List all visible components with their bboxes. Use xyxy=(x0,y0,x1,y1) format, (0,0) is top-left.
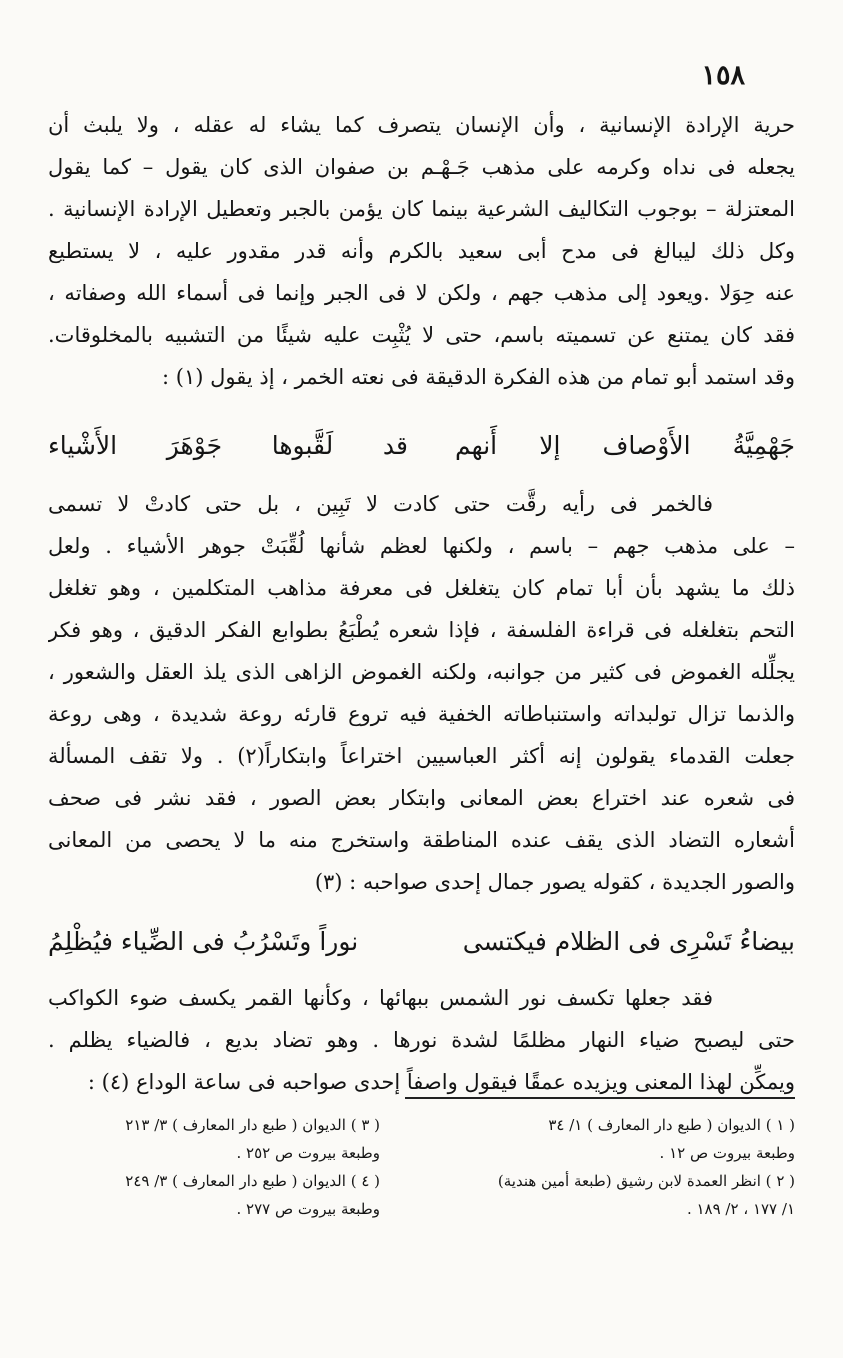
footnote-separator xyxy=(405,1097,795,1099)
text-line: ويمكِّن لهذا المعنى ويزيده عمقًا فيقول واصفاً إحدى صواحبه فى ساعة الوداع (٤) : xyxy=(87,1070,795,1094)
footnote-4-line-2: وطبعة بيروت ص ٢٧٧ . xyxy=(236,1200,380,1218)
text-line: وقد استمد أبو تمام من هذه الفكرة الدقيقة فى نعته الخمر ، إذ يقول (١) : xyxy=(162,365,795,389)
text-line: المعتزلة – بوجوب التكاليف الشرعية بينما كان يؤمن بالجبر وتعطيل الإرادة الإنسانية . xyxy=(48,197,795,221)
text-line: فقد كان يمتنع عن تسميته باسم، حتى لا يُثْبِت عليه شيئًا من التشبيه بالمخلوقات. xyxy=(48,323,795,347)
text-line: فالخمر فى رأيه رقَّت حتى كادت لا تَبِين ، بل حتى كادتْ لا تسمى xyxy=(48,492,713,516)
footnote-2-line-1: ( ٢ ) انظر العمدة لابن رشيق (طبعة أمين هندية) xyxy=(497,1172,795,1190)
verse-1 xyxy=(48,420,795,470)
verse-1-hemistich-2 xyxy=(48,431,408,460)
footnotes-right-column xyxy=(410,1111,795,1223)
page-number: ١٥٨ xyxy=(701,60,745,91)
text-line: فى شعره عند اختراع بعض المعانى وابتكار بعض الصور ، فقد نشر فى صحف xyxy=(48,786,795,810)
verse-word: الأَشْياء xyxy=(48,430,118,460)
verse-word: الأَوْصاف xyxy=(602,430,691,460)
text-line: عنه حِوَلا .ويعود إلى مذهب جهم ، ولكن لا فى الجبر وإنما فى أسماء الله وصفاته ، xyxy=(48,281,795,305)
text-line: أشعاره التضاد الذى يقف عنده المناطقة واستخرج منه ما لا يحصى من المعانى xyxy=(48,828,795,852)
verse-word: لَقَّبوها xyxy=(271,430,334,460)
text-line: ذلك ما يشهد بأن أبا تمام كان يتغلغل فى معرفة مذاهب المتكلمين ، وهو تغلغل xyxy=(48,576,795,600)
footnote-4-line-1: ( ٤ ) الديوان ( طبع دار المعارف ) ٣/ ٢٤٩ xyxy=(125,1172,380,1190)
verse-word: أَنهم xyxy=(455,430,498,460)
footnotes-left-column xyxy=(45,1111,380,1223)
verse-2-hemistich-1: بيضاءُ تَسْرِى فى الظلام فيكتسى xyxy=(462,926,795,956)
footnote-3-line-2: وطبعة بيروت ص ٢٥٢ . xyxy=(236,1144,380,1162)
text-line: فقد جعلها تكسف نور الشمس ببهائها ، وكأنها القمر يكسف ضوء الكواكب xyxy=(48,986,713,1010)
verse-word: جَهْمِيَّةُ xyxy=(732,430,795,460)
footnote-3-line-1: ( ٣ ) الديوان ( طبع دار المعارف ) ٣/ ٢١٣ xyxy=(125,1116,380,1134)
text-line: والصور الجديدة ، كقوله يصور جمال إحدى صواحبه : (٣) xyxy=(314,870,795,894)
text-line: حتى ليصبح ضياء النهار مظلمًا لشدة نورها . وهو تضاد بديع ، فالضياء يظلم . xyxy=(48,1028,795,1052)
paragraph-3 xyxy=(48,977,795,1103)
text-line: والذىما تزال تولبداته واستنباطاته الخفية فيه تروع قارئه روعة شديدة ، وهى روعة xyxy=(48,702,795,726)
verse-2 xyxy=(48,916,795,966)
footnote-1-line-2: وطبعة بيروت ص ١٢ . xyxy=(659,1144,795,1162)
text-line: حرية الإرادة الإنسانية ، وأن الإنسان يتصرف كما يشاء له عقله ، ولا يلبث أن xyxy=(48,113,795,137)
footnote-2-line-2: ١/ ١٧٧ ، ٢/ ١٨٩ . xyxy=(686,1200,795,1218)
text-line: يجعله فى نداه وكرمه على مذهب جَـهْـم بن صفوان الذى كان يقول – كما يقول xyxy=(48,155,795,179)
text-line: جعلت القدماء يقولون إنه أكثر العباسيين اختراعاً وابتكاراً(٢) . ولا تقف المسألة xyxy=(48,744,795,768)
verse-word: جَوْهَرَ xyxy=(166,430,223,460)
verse-word: إلا xyxy=(539,430,561,460)
paragraph-1 xyxy=(48,104,795,398)
verse-2-hemistich-2: نوراً وتَسْرُبُ فى الضِّياء فيُظْلِمُ xyxy=(48,926,359,956)
text-line: وكل ذلك ليبالغ فى مدح أبى سعيد بالكرم وأنه قدر مقدور عليه ، لا يستطيع xyxy=(48,239,795,263)
text-line: التحم بتغلغله فى قراءة الفلسفة ، فإذا شعره يُطْبَعُ بطوابع الفكر الدقيق ، وهو فكر xyxy=(48,618,795,642)
paragraph-2 xyxy=(48,483,795,903)
verse-1-hemistich-1 xyxy=(455,431,795,460)
text-line: يجلِّله الغموض فى كثير من جوانبه، ولكنه الغموض الزاهى الذى يلذ العقل والشعور ، xyxy=(48,660,795,684)
text-line: – على مذهب جهم – باسم ، ولكنها لعظم شأنها لُقِّبَتْ جوهر الأشياء . ولعل xyxy=(48,534,795,558)
footnote-1-line-1: ( ١ ) الديوان ( طبع دار المعارف ) ١/ ٣٤ xyxy=(548,1116,795,1134)
verse-word: قد xyxy=(382,430,408,460)
